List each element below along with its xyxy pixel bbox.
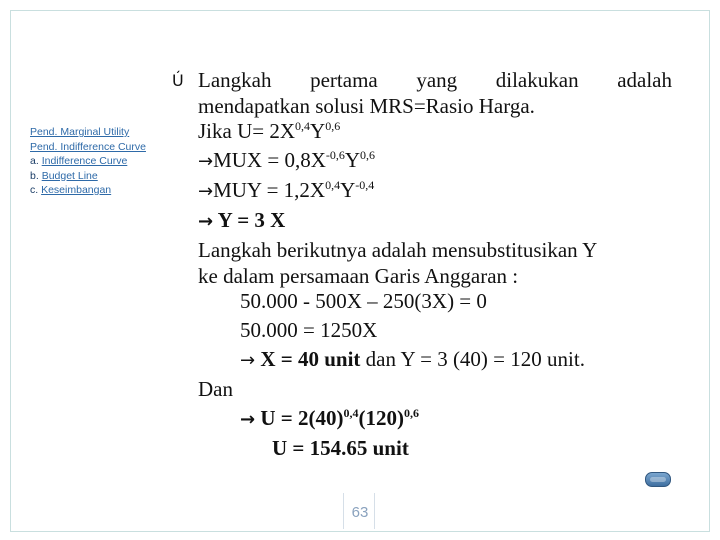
link-budget-line[interactable]: Budget Line (41, 169, 98, 182)
line-dan: Dan (198, 377, 233, 401)
sub-item-keseimbangan (30, 183, 180, 198)
arrow-right-icon: → (240, 409, 256, 430)
line-utility-function: Jika $U= 2X^{0,4}Y^{0,6}$ (198, 119, 341, 143)
next-slide-button[interactable] (645, 472, 671, 487)
line-1-words (198, 66, 672, 95)
line-8: ke dalam persamaan Garis Anggaran : (198, 264, 519, 288)
line-mux: $\to MUX = 0,8X^{-0,6}Y^{0,6}$ (198, 148, 376, 172)
word: yang (416, 68, 458, 92)
line-y-result: → Y = 3 X (198, 208, 286, 232)
sub-item-prefix: a. (30, 155, 42, 167)
link-indifference-curve-approach[interactable]: Pend. Indifference Curve (30, 140, 146, 153)
line-u-equation: → $U = 2(40)^{0,4}(120)^{0,6}$ (240, 406, 419, 430)
line-x-result: → X = 40 unit dan Y = 3 (40) = 120 unit. (240, 347, 585, 371)
arrow-right-icon: → (240, 350, 256, 371)
link-marginal-utility[interactable]: Pend. Marginal Utility (30, 126, 130, 138)
arrow-right-icon: → (198, 211, 214, 232)
link-indifference-curve[interactable]: Indifference Curve (41, 155, 128, 167)
sub-item-indifference-curve (30, 154, 180, 169)
line-1 (172, 66, 672, 95)
line-budget-simplified: 50.000 = 1250X (240, 318, 378, 342)
page-number: 63 (351, 504, 369, 521)
sub-item-prefix: b. (30, 169, 42, 182)
word: Langkah (198, 68, 272, 92)
link-keseimbangan[interactable]: Keseimbangan (41, 184, 112, 196)
line-muy: $\to MUY = 1,2X^{0,4}Y^{-0,4}$ (198, 178, 375, 202)
sub-item-prefix: c. (30, 184, 42, 196)
sub-item-budget-line (30, 169, 180, 184)
word: dilakukan (495, 68, 579, 92)
word: pertama (310, 68, 378, 92)
line-2: mendapatkan solusi MRS=Rasio Harga. (198, 94, 535, 118)
line-u-result: U = 154.65 unit (272, 436, 409, 460)
word: adalah (617, 68, 672, 92)
line-budget-equation: 50.000 - 500X – 250(3X) = 0 (240, 289, 487, 313)
arrow-right-icon: → (198, 151, 214, 172)
arrow-right-icon: → (198, 181, 214, 202)
check-mark-icon: Ú (172, 71, 184, 90)
main-content (172, 66, 672, 463)
line-7: Langkah berikutnya adalah mensubstitusikan Y (198, 238, 598, 262)
sidebar-nav (30, 125, 180, 198)
